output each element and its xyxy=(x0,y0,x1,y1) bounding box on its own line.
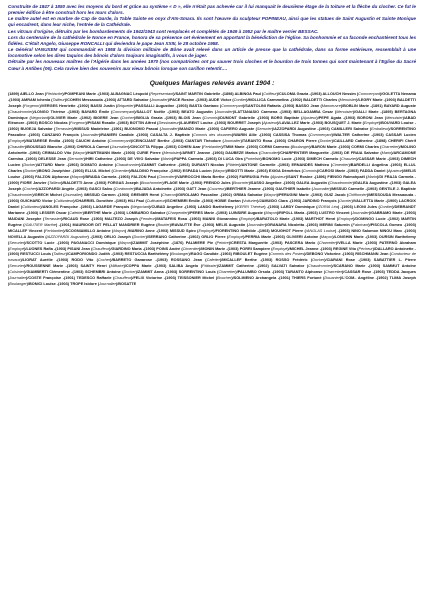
profession: Maçon xyxy=(265,192,277,197)
marriage-entry: -(1903) RODO Vito (Cocher)/BARRETO Ganarose xyxy=(56,258,153,263)
marriage-entry: -(1903) SCHEMBRI Antoine (Docker)/ZAMMIT Anna xyxy=(71,270,164,275)
marriage-entry: -(1903) CRIMALDO Vito (Maçon)/HARTMANN Marie xyxy=(28,151,122,156)
marriage-entry: -(1902) MARTIN Eugène (/GAUTIER Marthe) xyxy=(8,216,416,227)
marriage-entry: -(1903) BASSO Jean (Manoeuvre)/BOBLIN Marie xyxy=(281,103,370,108)
intro-paragraph-5: Le Général VANUXEM qui commandait en 1958 la division militaire de Bône avait relevé dans un article de presse que la cathédrale, dans sa forme extérieure, ressemblait à une locomotive selon les dires taquins des bônois d'alors toujours imaginatifs, à vous de juger. xyxy=(8,47,416,59)
marriage-entry: -(1903) BEATO Augustin (Journalier)/LATTANASIO Carmena xyxy=(167,109,278,114)
profession: Employé xyxy=(9,139,25,144)
profession: Journalier xyxy=(223,139,241,144)
marriage-entry: -(1903) MARTHOT Henri (Employé)/DOMINGO Lucie xyxy=(291,216,386,221)
profession: Représentant xyxy=(150,91,174,96)
profession: Ajusteur xyxy=(263,121,278,126)
profession: Commerçant xyxy=(309,133,332,138)
marriage-entry: -(1903) TEDDA Jacques (Journalier)/COSTE Françoise xyxy=(8,270,417,281)
intro-paragraph-2: Le maître autel est en marbre de Cap de Garde, la Table Sainte en onyx d'Aïn-Smara. Ils sont l'œuvre du sculpteur POPINEAU, ainsi que les statues de Saint Augustin et Sainte Monique qui encadrent, dans leur niche, l'entrée de la Cathédrale. xyxy=(8,16,416,28)
marriage-entry: -(1903) GALEA Augustin (Chaudronnier)/GALEA Augustine xyxy=(282,181,388,186)
marriage-entry: -(1903) BLOIS Jean (Commis)/DUMONT Gabrielle xyxy=(164,115,255,120)
marriage-entry: -(1903) CHIRIOLA Carmel (Journalier)/CINCOTTA Filippa xyxy=(63,145,164,150)
profession: Cuisinier xyxy=(9,270,25,275)
marriage-entry: -(1903) CIANTAR Théodore (Journalier)/TARANTO Rosa xyxy=(171,139,273,144)
profession: Commis xyxy=(203,115,218,120)
marriage-entry: -(1903) LOMBARDO Salvator (Charpentier)/PERES Marie xyxy=(113,210,215,215)
marriage-entry: -(1876) PALMIERE Pie (Peintre)/CRESTA Marguerite xyxy=(171,240,269,245)
profession: Cimentier xyxy=(182,246,199,251)
profession: Cultivateur xyxy=(55,198,74,203)
marriage-entry: -(1903) SALIBA Angelo (Pâtissier)/ZAMMIT Catherine xyxy=(154,264,254,269)
profession: Menuisier xyxy=(386,115,403,120)
profession: Cimentier xyxy=(332,163,349,168)
marriage-entry: -(1903) MERINI Saturnin (Fabricant)/PISCOLA Gomeo xyxy=(305,222,403,227)
profession: Journalier xyxy=(111,145,129,150)
marriage-entry: -(1903) TARANTO Alphonse (Charretier)/CASSAR Rose xyxy=(271,270,372,275)
marriage-entry: -(1903) PORRI Sampiere (Employé)/MICHEL Jeanne xyxy=(226,246,319,251)
profession: /ANGLAS Louise xyxy=(305,228,335,233)
marriage-entry: NINOU Marc xyxy=(379,228,403,233)
profession: Cafetier xyxy=(206,258,220,263)
profession: Chauffeur xyxy=(114,276,132,281)
marriage-entry: -(1903) DIMECH Carmelo (Chauzier)/CASSAR Marie xyxy=(293,157,386,162)
marriage-entry: -(1903) FRENDO Jules (Boucrrier)/SASSO Angeline xyxy=(190,181,282,186)
marriage-entry: -(1903) FALZON Paul (Cimentier)/VARROCCHI Maria Berthe xyxy=(117,175,225,180)
marriage-entry: -(1903) CHARON Pierre (Docker)/CAILLARD Catherine xyxy=(273,139,373,144)
marriage-entry: -(1903) LUINSIRE Auguste (Maçon)/RIPOLL Maria xyxy=(215,210,305,215)
marriage-entry: -(1903) DAUBEZE Marius (Charcutier)/CHARPENTIER Marguerite xyxy=(211,151,329,156)
profession: Emploje xyxy=(240,216,255,221)
marriage-entry: -(1903) DOMATO Antoine (Chaudronnier)/ZAMMIT Catherine xyxy=(66,163,176,168)
marriage-entry: -(1903) NOVELLA Augustin (/AZZOPARDI Augustine) xyxy=(8,228,416,239)
profession: Docker xyxy=(123,270,136,275)
profession: Militaire xyxy=(110,264,124,269)
marriage-entry: -(1903) OLIVIERI Antoine (Maçon)/LONGHIN Marie xyxy=(272,234,364,239)
profession: Commis des douanes xyxy=(193,133,232,138)
profession: Cimentier xyxy=(158,175,175,180)
profession: Cordier xyxy=(379,204,393,209)
profession: Boucher xyxy=(217,276,232,281)
marriage-entry: -(1902) BUGEJA Salvator (Terrassier)/MISSUD Madeleine xyxy=(8,121,416,132)
marriage-entry: -(1903) BOTTIN Alfred (Dessinateur)/LAURENT Louise xyxy=(116,121,213,126)
marriage-entry: -(1903) RESTUCCIA Barthélémy (Boulanger)/RAGO Candide xyxy=(111,252,219,257)
marriage-entry: -(1903) GATT Jean (Couvreur)/BERTHIER Jeanne xyxy=(172,186,261,191)
marriage-entry: -(1903) LAGARDE François (Négociant)/CUBAD Angeline xyxy=(79,204,183,209)
marriage-entry: -(1903) MISSUD Spiro (Employé)/FIORENTINO Mathilde xyxy=(156,228,256,233)
marriage-entry: -(1903) TROPE Isidore (Journalier)/BOSATTE xyxy=(56,282,137,287)
profession: Manoeuvre xyxy=(321,103,341,108)
marriage-entry: -(1903) BALDETTI Joseph (Forgeron)/VERGES Henriette xyxy=(8,97,416,108)
marriage-entry: -(1903) NINO Salomon xyxy=(337,228,379,233)
profession: Commerçant xyxy=(112,109,135,114)
intro-paragraph-1: Construite de 1847 à 1850 avec les moyens du bord et grâce au système « D », elle n'était pas achevée car il lui manquait le deuxième étage de la toiture et la flèche du clocher. Ce fut le premier édifice à être construit hors les murs d'alors. xyxy=(8,4,416,16)
profession: Chaudronnier xyxy=(329,181,353,186)
marriage-entry: -(1895) BERTAGNA Dominique (Négociant)/OLIVIER Marie xyxy=(8,109,416,120)
marriage-entry: -(1903) ELLUL Charles (Docker)/BONO Joséphine xyxy=(8,163,416,174)
profession: Ajusteur xyxy=(271,175,286,180)
profession: Tailleur xyxy=(53,252,66,257)
profession: Peintre xyxy=(216,240,229,245)
profession: Conducteur de travaux xyxy=(8,252,416,263)
profession: Serrurier xyxy=(256,127,272,132)
profession: Tailleur xyxy=(48,181,62,186)
marriage-entry: -(1903) DI LUCA Gira (Portefaix)/BONOMO Lucie xyxy=(204,157,292,162)
marriage-entry: -(1903) RIBOULET Eugène (Commis des Postes)/DEBONO Victorine xyxy=(219,252,341,257)
marriages-heading: Quelques Mariages relevés avant 1904 : xyxy=(149,79,275,87)
profession: Bouchonnier xyxy=(140,181,163,186)
profession: Menuisier xyxy=(336,109,353,114)
marriage-entry: -(1898) CHERIFI Chérif (Chaudier)/BOUSSAD Blanche xyxy=(8,139,416,150)
profession: Journalier xyxy=(312,186,330,191)
profession: Négociant xyxy=(131,204,150,209)
profession: Boucrrier xyxy=(233,181,249,186)
marriage-entry: -(1903) MANNI Giovannino (Emploje)/BARATOLO Marie xyxy=(188,216,290,221)
profession: Cafetier xyxy=(69,210,83,215)
profession: Plâtrier xyxy=(227,163,240,168)
marriage-entry: -(1903) BASTA Gaetano (Commerçant)/SANTOLINI Rafaela xyxy=(175,103,281,108)
marriage-entry: -(1903) CANZANO François (Journalier)/RANIERI Candide xyxy=(27,133,134,138)
marriage-entry: -(1903) SABATTIER L. Pierre (Serrurier)/ROUSSENNE Marie xyxy=(8,258,416,269)
marriage-entry: -(1903) LEONI Jules (Cordier)/DEBRANDT Marianne xyxy=(8,204,416,215)
profession: Terrassier xyxy=(44,216,62,221)
marriage-entry: -(1903) DELESSE Jean (Serrurier)/HIRI Catherine xyxy=(24,157,113,162)
profession: Forgeron xyxy=(23,103,40,108)
marriage-entry: -(1903) REGINE Vito (Pécheur)/DALLARO Antoinette xyxy=(319,246,414,251)
profession: Chauzier xyxy=(340,157,357,162)
marriage-entry: -(1903) MICALLEF Vincent (Ferblantier)/SCOGNIAMILLO Antoine (Maçon) xyxy=(8,222,417,233)
profession: Docker xyxy=(23,163,36,168)
profession: Charron xyxy=(162,192,176,197)
intro-paragraph-4: Lors du centenaire de la cathédrale le Nonce en France, honora de sa présence cet événement en apportant la bénédiction de l'église. Sa bonhommie et sa faconde enchantèrent tous les fidèles. C'était Angelo, Giuseppe RONCALLI qui deviendra le pape Jean XXIII, le 28 octobre 1958. xyxy=(8,34,416,46)
marriage-entry: -(1902) BALDETTI Charles (Menuisier)/LEGRY Marie xyxy=(289,97,383,102)
marriage-entry: -(1902) ESPADA Lucien (Maçon)/RIDOTTI Marie xyxy=(169,169,255,174)
profession: Employé xyxy=(228,234,244,239)
marriage-entry: -(1903) GENTILE J. Baptiste (Chaudronnier)/GRECH Michel (Journalier) xyxy=(8,186,416,197)
profession: Cocher xyxy=(121,115,134,120)
profession: Ajusteur xyxy=(387,169,402,174)
profession: Menuisier xyxy=(163,151,181,156)
profession: Marin xyxy=(381,151,392,156)
profession: Voiturier xyxy=(243,198,258,203)
profession: Journalier xyxy=(99,282,116,287)
marriage-entry: -(1903) PASCERA Mario (Charretier)/VELLA Marie xyxy=(270,240,363,245)
profession: Chauffeur xyxy=(92,246,110,251)
marriage-entry: -(1903) FORGAS Joseph (Bouchonnier)/FLAGE Marie xyxy=(94,181,189,186)
marriage-entry: -(1903) CASALTA J. Baptiste (Commis des douanes)/WARIN Allie xyxy=(135,133,257,138)
marriage-entry: -(1903) DIMECH Lucien (Docker)/ATTARD Marie xyxy=(8,157,417,168)
marriage-entry: -(1903) ROSSO Frédéric (Docker)/CIARANI Rose xyxy=(260,258,356,263)
profession: Forgeron xyxy=(70,121,86,126)
marriage-entry: -(1903) DE VIVO Salvator (Marin)/PAPPA Carmela xyxy=(113,157,204,162)
profession: Plebiscite xyxy=(46,91,63,96)
marriage-entry: -(1898) ALBINGA Paul (Coiffeur)/CULOMA Grazia xyxy=(221,91,309,96)
profession: Maçon xyxy=(74,151,86,156)
profession: Journalier xyxy=(248,222,265,227)
profession: Boutier xyxy=(157,222,170,227)
marriage-entry: -(1901) THIERS Fortuné (Douanier)/L'COM.. Angéline xyxy=(277,276,375,281)
profession: Commis des Postes xyxy=(269,252,305,257)
marriage-entry: -(1903) BOUSQUET J. Marie (Employé)/BOUVARD Louise xyxy=(311,121,414,126)
profession: Cocher xyxy=(97,258,111,263)
marriage-entry: -(1903) CAUCHI Antoine (Commerçant)/CEINCIJANT Berthe xyxy=(61,139,170,144)
marriage-entry: -(1903) SORRENTINO Louis (Charretier)/PALUMBO Orsola xyxy=(165,270,271,275)
marriage-entry: -(1903) BOSCO Nicolas (Forgeron)/PISANI Rosalie xyxy=(25,121,116,126)
intro-paragraph-6: Détruite par les nouveaux maîtres de l'Algérie dans les années 1970 (nos compatriotes ont pu sauver trois cloches et le bourdon de trois tonnes qui sont maintenant à l'Eglise du Sacré Cœur à Antibes (06). Cela ravive bien des souvenirs aux vieux bônois lorsque son carillon retentit…. xyxy=(8,59,416,71)
marriage-entry: -(1902) SALVATI Salvator (Chaudronnier)/SCARANO Marie xyxy=(256,264,366,269)
profession: Employé xyxy=(9,246,25,251)
marriage-entry: -(1903) EXIGA Démétrius (Commis)/CAROSI Marie xyxy=(255,169,346,174)
profession: Négociant xyxy=(30,115,48,120)
profession: Serrurier xyxy=(9,240,25,245)
marriage-entry: -(1903) GUICHARD Victor (Cultivateur)/CHARRIEL Dorothée xyxy=(8,192,416,203)
marriage-entry: -(1903) LARDY Dominique (/ZORIA Léa) xyxy=(266,204,340,209)
marriage-entry: -(1903) DE FRAIA Salvator (Marin)/ARCAMONE Carmina xyxy=(8,151,416,162)
intro-paragraph-3: Les vitraux d'origine, détruits par les bombardements de 1942/1943 sont remplacés et complétés de 1949 à 1952 par le maître verrier BESSAC. xyxy=(8,28,319,34)
marriage-entry: -(1903) CAMILLERI Salvator (Emballeur)/SORRENTINO Pascaline xyxy=(8,127,416,138)
profession: Employé xyxy=(198,228,214,233)
marriage-entry: -(1903) PISANI Jean (Chauffeur)/GIARDINO Maria xyxy=(53,246,142,251)
marriage-entry: -(1903) CAFIERO Auguste (Serrurier)/AZZOPARDI Augustine xyxy=(206,127,316,132)
profession: Serrurier xyxy=(9,264,25,269)
profession: Employé xyxy=(338,216,354,221)
profession: Charpentier xyxy=(167,210,188,215)
profession: Marin xyxy=(367,175,378,180)
marriage-entry: -(1901) TEDESCO Raffaele (Chauffeur)/FELIX Victorine xyxy=(62,276,163,281)
marriage-entry: -(1903) POINS André (Cimentier)/MONIN Marie xyxy=(142,246,226,251)
profession: Commerçant xyxy=(358,91,380,96)
marriage-entry: -(1903) RISCHMANN Jean (Conducteur de travaux)/LIORAT Aurélie xyxy=(8,252,416,263)
marriage-entry: -(1903) ELLUL Michel (Cimentier)/BALDINO Françoise xyxy=(71,169,168,174)
marriage-entry: -(1902) GRIMA Salvator (Maçon)/PERUGINI Marie xyxy=(219,192,309,197)
profession: Portefaix xyxy=(245,157,261,162)
profession: Douanier xyxy=(324,276,340,281)
marriage-entry: -(1901) MAURIOOR DIT PELLAT MANDRIER Eugène (Boutier)/RAVAUTTE Ève xyxy=(58,222,201,227)
marriage-entry: -(1903) BORG Baptiste (Ajusteur)/PEPE Agata xyxy=(256,115,342,120)
profession: Journalier xyxy=(64,192,82,197)
profession: /GAUTIER Marthe xyxy=(24,222,56,227)
marriage-entry: -(1903) DURANTI Nicolas (Plâtrier)/ANTONE Carmelle xyxy=(177,163,276,168)
marriage-entry: -(1903) SAMMUT Antoine (Cuisinier)/GIAMBERTI Clémentine xyxy=(8,264,416,275)
marriage-entry: -(1903) GALEA Joseph (Cocher)/AZZOPARDI Angèle xyxy=(8,181,416,191)
profession: Boulanger xyxy=(171,252,189,257)
profession: Fendeur xyxy=(140,216,155,221)
profession: Tailleur xyxy=(52,97,65,102)
profession: Pécheur xyxy=(358,246,373,251)
marriage-entry: -(1903) OURSIN Barthélemy (Serrurier)/SCOTTO Lucie xyxy=(8,234,416,245)
profession: Maçon xyxy=(113,228,125,233)
profession: Charretier xyxy=(318,240,336,245)
profession: Emballeur xyxy=(371,127,389,132)
marriage-entry: -(1903) PAGANACCI Dominique (Maçon)/ZAMMIT Joséphine xyxy=(56,240,170,245)
marriage-entry: -(1903) CORMI Charles (Charretier)/MOLINO Antoinette xyxy=(8,145,416,156)
profession: /KERRI Thérèse xyxy=(236,204,265,209)
marriage-entry: /MISSUD Carmen xyxy=(84,192,116,197)
profession: Employé xyxy=(363,121,379,126)
marriage-entry: -(1903) BORONI Jean (Menuisier)/ABAD Eléonore xyxy=(8,115,416,126)
profession: Journalier xyxy=(9,276,27,281)
profession: Chaudronnier xyxy=(308,264,332,269)
profession: Charretier xyxy=(381,145,399,150)
profession: Boulanger xyxy=(9,282,27,287)
profession: Maçon xyxy=(265,210,277,215)
profession: Chaudronnier xyxy=(116,163,140,168)
marriage-entry: -(1903) FALZON Alphonse (Maçon)/BRAIDA Carmela xyxy=(21,175,117,180)
profession: Cordonnier xyxy=(114,186,134,191)
marriage-entry: -(1903) MELIS Augustin (Journalier)/GRANARA Nicoletta xyxy=(201,222,305,227)
marriage-entry: -(1896) FIENGO Raimohpaël (Marin)/DI FRAJA Carmela xyxy=(313,175,414,180)
marriage-entry: -(1903) COHEN Azar (Ferblantier)/TMIM Marie xyxy=(164,145,245,150)
marriage-entry: -(1900) LACROIX Daniel (Cultivateur)/ANGLES Françoise xyxy=(8,198,416,209)
profession: Fabricant xyxy=(352,222,369,227)
marriage-entry: -(1902) BASSI Justin (Briquetier)/PASSALLI Augustine xyxy=(76,103,175,108)
profession: Maçon xyxy=(119,240,131,245)
marriage-entry: (1899) AIELLO Jean (Plebiscite)/POMPEANI Marie xyxy=(8,91,97,96)
marriage-entry: -(1903) CURIE Pierre (Menuisier)/ARNET Jeanne xyxy=(122,151,211,156)
marriage-entry: -(1903) HOBIE Gaetan (Voiturier)/JAMUIDO Clara xyxy=(201,198,288,203)
profession: Charretier xyxy=(325,270,342,275)
profession: Docker xyxy=(24,169,37,174)
profession: Dessinateur xyxy=(158,121,179,126)
marriage-entry: -(1903) BELLAGAMBA Cesar (Menuisier)/GALLI Marie xyxy=(279,109,379,114)
profession: Marin xyxy=(162,157,172,162)
marriage-entry: -(1902) FARRUGIA Félix (Ajusteur)/SANT Rosine xyxy=(225,175,313,180)
profession: Maçon xyxy=(71,175,83,180)
profession: Charcutier xyxy=(260,151,278,156)
marriage-entry: -(1903) ATTARD Salvator (Journalier)/PACE Rosine xyxy=(103,97,195,102)
profession: Cocher xyxy=(23,186,37,191)
profession: Docker xyxy=(312,258,325,263)
profession: Charretier xyxy=(218,270,236,275)
profession: Cordier xyxy=(233,97,247,102)
marriage-entry: -(1903) ALBAGNAC Léopold (Représentant)/SAINT MARTIN Gabrielle xyxy=(97,91,221,96)
profession: /ZORIA Léa xyxy=(317,204,338,209)
profession: Chaudier xyxy=(9,145,25,150)
profession: Journalier xyxy=(150,97,168,102)
profession: Cultivateur xyxy=(146,198,165,203)
profession: Terrassier xyxy=(55,127,73,132)
marriage-list xyxy=(8,92,416,288)
marriage-entry: -(1903) ERNANDES Mathieu (Cimentier)/BARDELLI Angelina xyxy=(277,163,388,168)
profession: Ouvrier xyxy=(339,198,352,203)
profession: Boulanger xyxy=(291,145,310,150)
marriage-entry: -(1891) BAYARD Auguste (Chaudronnier)/LONGO Thérèse xyxy=(8,103,417,114)
profession: Coiffeur xyxy=(263,91,277,96)
marriage-entry: -(1903) PATERNÒ Abraham (Employé)/LUONES Rafla xyxy=(8,240,417,251)
marriage-entry: -(1900) FIORE Janvier (Tailleur)/BALDETTI Anne xyxy=(8,175,416,186)
profession: Chaudronnier xyxy=(9,192,33,197)
marriage-entry: -(1903) AMRAM Ichenia (Tailleur)/COHEN Messaouda xyxy=(8,97,103,102)
marriage-entry: -(1903) BOURRET Joseph (Ajusteur)/LAVALLEZ Marie xyxy=(213,121,310,126)
marriage-entry: -(1903) LUSTRO Vincent (Journalier)/GABRAMO Marie xyxy=(305,210,403,215)
profession: Journalier xyxy=(352,210,369,215)
profession: Couvreur xyxy=(208,186,225,191)
marriage-entry: -(1903) LANDO Barthélemy (/KERRI Thérèse) xyxy=(184,204,266,209)
marriage-entry: /MARINO Anne xyxy=(127,228,155,233)
profession: Maçon xyxy=(214,169,226,174)
marriage-entry: -(1903) ORLIO Joseph (Docker)/SERRANO Catherine xyxy=(90,234,187,239)
profession: Ferblantier xyxy=(45,228,64,233)
marriage-entry: -(1903) HILI Paul (Cultivateur)/SCHEMBRI Emilie xyxy=(114,198,200,203)
marriage-entry: -(1903) RESTUCCI Louis (Tailleur)/CAMPORIONDO Judith xyxy=(8,246,416,257)
profession: Commis xyxy=(302,169,317,174)
marriage-entry: -(1903) JARDINO François (Ouvrier)/VALLETTA Marie xyxy=(288,198,385,203)
marriage-entry: -(1903) GAUTHIER Isabelle (Journalier)/MISSUD Carmelle xyxy=(261,186,365,191)
marriage-entry: -(1903) AUDE Victor (Cordier)/MOLLICA Carmmelina xyxy=(195,97,289,102)
profession: Cimentier xyxy=(112,169,130,174)
marriage-entry: -(1903) MAIDANI Josephe (Terrassier)/RICAUD Rose xyxy=(8,210,416,221)
marriage-entry: -(1903) FADDA Daniel (Ajusteur)/MELIS Louise xyxy=(8,169,416,180)
profession: Journalier xyxy=(215,109,233,114)
marriage-entry: -(1903) ALLOUCH Nessim (Commerçant)/GOLETTA Nenama xyxy=(309,91,416,96)
profession: Commerçant xyxy=(221,103,243,108)
marriage-entry: -(1903) SAINTY Henri (Militaire)/COPPA Marie xyxy=(65,264,152,269)
intro-text xyxy=(8,4,416,72)
marriage-entry: -(1903) ROSSANO Jean (Cafetier)/MICALLEF Berthe xyxy=(155,258,257,263)
marriage-entry: -(1903) CASSAR Lucien (Employé)/MATARESE Emilia xyxy=(8,133,416,144)
marriage-entry: -(1903) CASSISA Thomas (Commerçant)/WALTER Catherine xyxy=(258,133,370,138)
profession: Commerçant xyxy=(108,139,131,144)
marriage-entry: -(1903) TEISSONIER Michel (Boucher)/SOLIMENO Archangela xyxy=(163,276,277,281)
marriage-entry: -(1903) GASCI Salvo (Cordonnier)/BAJADA Antoinette xyxy=(75,186,172,191)
profession: Docker xyxy=(133,234,146,239)
profession: Chiffonnier xyxy=(348,192,367,197)
marriage-entry: -(1902) TLIMA Joseph (Boulanger)/BONICI Louise xyxy=(8,276,416,287)
marriage-entry: -(1903) CORMI Carmeno (Boulanger)/BARON Marie xyxy=(245,145,337,150)
profession: Ferblantier xyxy=(203,145,222,150)
profession: /AZZOPARDI Augustine xyxy=(46,234,88,239)
marriage-entry: -(1903) MALTEZO Joseph (Fendeur)/MATAFEIS Rosa xyxy=(90,216,188,221)
marriage-entry: -(1903) GRENIER Henri (Charron)/GIROLAMO Pascaline xyxy=(117,192,219,197)
marriage-entry: -(1903) MOUGHOT Pierre (/ANGLAS Louise) xyxy=(257,228,337,233)
profession: Menuisier xyxy=(339,97,357,102)
profession: Journalier xyxy=(160,127,178,132)
marriage-entry: -(1902) ORLIO Pierre (Employé)/PERRIA Marie xyxy=(187,234,272,239)
marriage-entry: -(1903) GUIZ Jacob (Chiffonnier)/MESSOUDA Messaouda xyxy=(310,192,414,197)
profession: Pâtissier xyxy=(202,264,217,269)
profession: Maçon xyxy=(320,234,333,239)
profession: Ajusteur xyxy=(302,115,317,120)
profession: Employé xyxy=(272,246,288,251)
marriage-entry: -(1903) LESSER Oscar (Cafetier)/BERTHE Marie xyxy=(25,210,112,215)
profession: Chaudronnier xyxy=(9,109,33,114)
marriage-entry: -(1902) BIGERE Jean (Cocher)/BIGLIA Grazia xyxy=(79,115,163,120)
marriage-entry: -(1903) BAYARD Émile (Commerçant)/SALLOT Noëlie xyxy=(67,109,166,114)
marriage-entry: -(1901) BUONOMO Pascal (Journalier)/MANZO Marie xyxy=(110,127,206,132)
profession: Docker xyxy=(319,139,332,144)
profession: Serrurier xyxy=(68,157,84,162)
profession: Briquetier xyxy=(117,103,134,108)
profession: Journalier xyxy=(82,133,99,138)
profession: Cultivateur xyxy=(22,204,41,209)
